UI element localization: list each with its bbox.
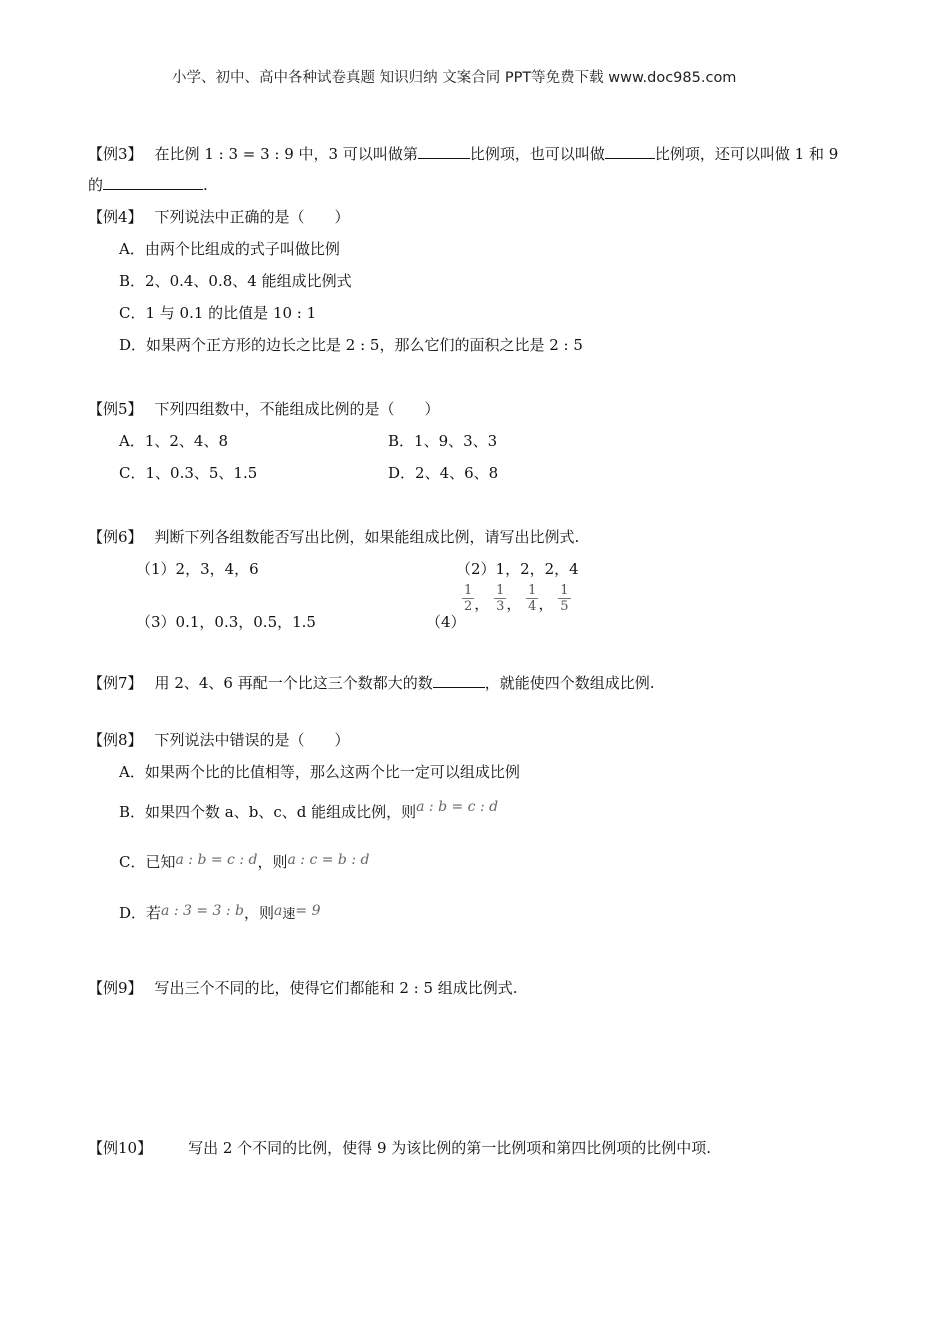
item-4 [426,611,466,632]
example-label: 【例8】 [88,731,143,749]
example-6 [88,526,579,547]
example-question: 下列说法中正确的是（ ） [154,208,350,226]
item-3: （3）0.1，0.3，0.5，1.5 [136,613,316,631]
example-label: 【例6】 [88,528,143,546]
fraction: $\frac{1}{4}$ [528,583,537,614]
example-8 [88,729,350,750]
example-5 [88,398,440,419]
option-b: B．1、9、3、3 [388,432,498,450]
option-d: D．2、4、6、8 [388,464,499,482]
example-text: ，就能使四个数组成比例. [484,674,655,692]
example-3 [88,143,838,164]
item-1: （1）2，3，4，6 [136,560,259,578]
example-question: 写出三个不同的比，使得它们都能和 2 : 5 组成比例式. [154,979,518,997]
fraction: $\frac{1}{3}$ [496,583,505,614]
fraction-list: $\frac{1}{2}$ ， $\frac{1}{3}$ ， $\frac{1}{4}$ ， $\frac{1}{5}$ [464,583,569,614]
example-9 [88,977,518,998]
option-d: D．如果两个正方形的边长之比是 2 : 5，那么它们的面积之比是 2 : 5 [119,336,583,354]
option-a: A．由两个比组成的式子叫做比例 [119,240,340,258]
example-question: 下列四组数中，不能组成比例的是（ ） [154,400,440,418]
fraction: $\frac{1}{2}$ [464,583,473,614]
option-b: B．如果四个数 a、b、c、d 能组成比例，则a : b = c : d [119,799,499,821]
example-question: 判断下列各组数能否写出比例，如果能组成比例，请写出比例式. [154,528,580,546]
item-2: （2）1，2，2，4 [456,560,579,578]
example-label: 【例4】 [88,208,143,226]
page-header: 小学、初中、高中各种试卷真题 知识归纳 文案合同 PPT等免费下载 www.doc985.com [172,70,737,86]
example-question: 下列说法中错误的是（ ） [154,731,350,749]
example-text: 用 2、4、6 再配一个比这三个数都大的数 [154,674,433,692]
item-4-label: （4） [426,613,466,631]
example-text: 的 [88,176,104,194]
example-10 [88,1137,711,1158]
option-a: A．1、2、4、8 [119,432,229,450]
example-text: . [203,176,208,194]
example-label: 【例7】 [88,674,143,692]
example-4 [88,206,350,227]
example-3-line2 [88,174,208,195]
option-b: B．2、0.4、0.8、4 能组成比例式 [119,272,352,290]
example-7 [88,672,655,693]
fraction: $\frac{1}{5}$ [560,583,569,614]
example-text: 在比例 1 : 3 = 3 : 9 中，3 可以叫做第 [154,145,418,163]
example-label: 【例9】 [88,979,143,997]
example-label: 【例5】 [88,400,143,418]
option-c: C．1 与 0.1 的比值是 10 : 1 [119,304,317,322]
example-label: 【例3】 [88,145,143,163]
answer-blank[interactable] [605,144,655,159]
option-a: A．如果两个比的比值相等，那么这两个比一定可以组成比例 [119,763,520,781]
answer-blank[interactable] [103,175,203,190]
option-d: D．若a : 3 = 3 : b，则a速= 9 [119,903,321,922]
answer-blank[interactable] [433,673,485,688]
option-c: C．1、0.3、5、1.5 [119,464,258,482]
example-question: 写出 2 个不同的比例，使得 9 为该比例的第一比例项和第四比例项的比例中项. [188,1139,712,1157]
example-label: 【例10】 [88,1139,153,1157]
example-text: 比例项，也可以叫做 [469,145,605,163]
option-c: C．已知a : b = c : d，则a : c = b : d [119,852,370,871]
example-text: 比例项，还可以叫做 1 和 9 [654,145,839,163]
answer-blank[interactable] [418,144,470,159]
